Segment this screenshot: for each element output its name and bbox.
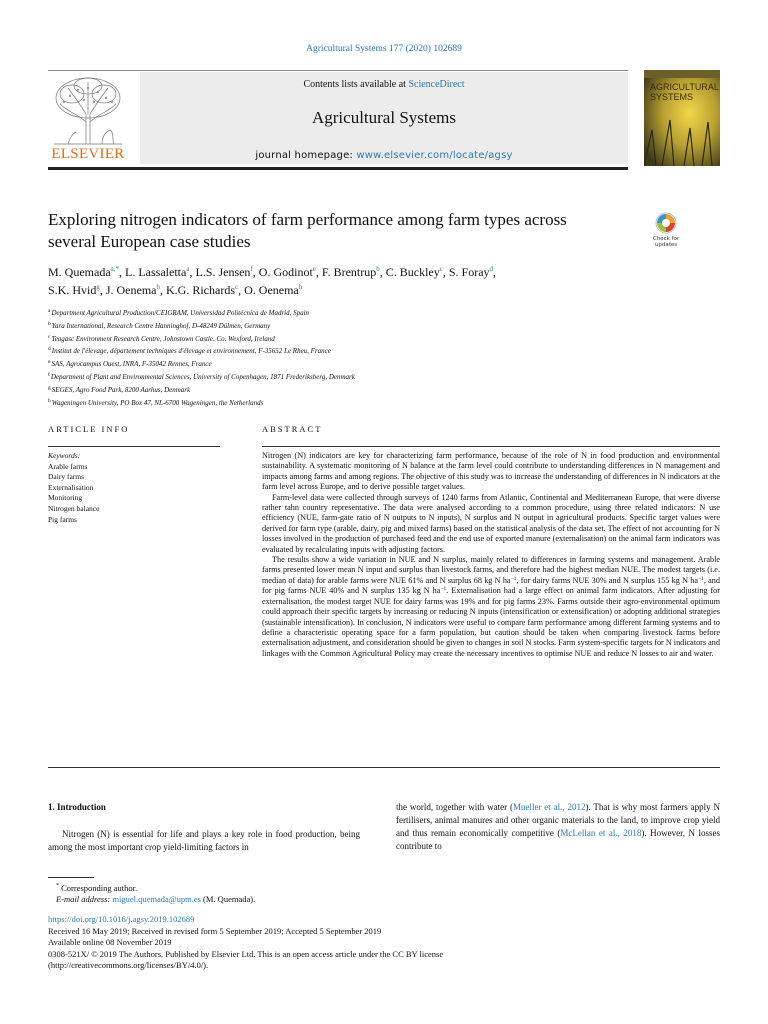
affiliation-item xyxy=(48,332,688,345)
corresponding-author-text: Corresponding author. xyxy=(61,882,138,893)
footnote-rule xyxy=(48,877,94,878)
affiliation-key: c xyxy=(48,333,51,340)
sciencedirect-link[interactable]: ScienceDirect xyxy=(408,79,465,90)
article-title xyxy=(48,209,638,253)
affiliation-list xyxy=(48,306,688,408)
received-dates: Received 16 May 2019; Received in revised form 5 September 2019; Accepted 5 September 2019 xyxy=(48,925,382,936)
author-affiliation-mark[interactable]: c xyxy=(439,265,443,273)
abstract-paragraph-3 xyxy=(262,555,720,659)
article-info-heading: ARTICLE INFO xyxy=(48,424,130,434)
footnote xyxy=(56,881,456,906)
check-for-updates-label: Check for updates xyxy=(652,236,680,248)
unit-exponent: −1 xyxy=(698,575,704,582)
abstract-body xyxy=(262,451,720,659)
license-line-2: (http://creativecommons.org/licenses/BY/4.0/). xyxy=(48,960,209,970)
email-line xyxy=(56,894,456,906)
keywords-block xyxy=(48,451,220,525)
journal-cover-thumbnail xyxy=(644,70,720,166)
abstract-rule-bottom xyxy=(48,767,720,768)
abstract-paragraph-1: Nitrogen (N) indicators are key for characterizing farm performance, because of the role of N in food production and environmental sustainability. A systematic monitoring of N balance at the farm level could contribute to understanding differences in N management and impacts among farms and among regions. The objective of this study was to increase the understanding of differences in N indicators at the farm level across Europe, and to derive possible target values. xyxy=(262,451,720,492)
keyword-item: Arable farms xyxy=(48,461,88,471)
homepage-link[interactable]: www.elsevier.com/locate/agsy xyxy=(356,150,513,161)
keyword-item: Pig farms xyxy=(48,514,77,524)
author-name: L.S. Jensen xyxy=(195,265,251,279)
author-affiliation-mark[interactable]: b xyxy=(376,265,380,273)
article-info-rule xyxy=(48,446,220,447)
intro-left-column: Nitrogen (N) is essential for life and plays a key role in food production, being among the most important crop yield-limiting factors in xyxy=(48,829,360,852)
keyword-item: Externalisation xyxy=(48,482,94,492)
article-title-line-2: several European case studies xyxy=(48,232,251,251)
email-label: E-mail address: xyxy=(56,894,111,905)
citation-link[interactable]: Mueller et al., 2012 xyxy=(512,802,586,812)
affiliation-item xyxy=(48,306,688,319)
doi-link[interactable]: https://doi.org/10.1016/j.agsy.2019.102689 xyxy=(48,914,195,924)
author-affiliation-mark[interactable]: c xyxy=(235,283,239,291)
intro-text: ). That is why most farmers apply N fertilisers, animal manures and other organic materials to the land, to improve crop yield and thus remain economically competitive ( xyxy=(396,802,721,838)
email-link[interactable]: miguel.quemada@upm.es xyxy=(112,894,201,905)
abstract-paragraph-2: Farm-level data were collected through surveys of 1240 farms from Atlantic, Continental and Mediterranean Europe, that were diverse rather tahn country representative. The data were analysed according to a common procedure, using three related indicators: N use efficiency (NUE, farm-gate ratio of N outputs to N inputs), N surplus and N output in agricultural products. Specific target values were derived for farm type (arable, dairy, pig and mixed farms) based on the statistical analysis of the data set. The effect of not accounting for N losses involved in the production of purchased feed and the end use of exported manure (externalisation) on the animal farm indicators was evaluated by recalculating inputs with adjusting factors. xyxy=(262,492,720,554)
email-suffix: (M. Quemada). xyxy=(200,894,256,905)
homepage-prefix: journal homepage: xyxy=(255,150,357,161)
abstract-text: The results show a wide variation in NUE and N surplus, mainly related to differences in farming systems and management. Arable farms presented lower mean N input and surplus than livestock farms, and therefore had the highest median NUE. The modest targets (i.e. median of data) for arable farms were NUE 61% and N surplus 68 kg N ha xyxy=(262,555,720,585)
intro-text: ). However, N losses contribute to xyxy=(396,828,720,851)
affiliation-text: Teagasc Environment Research Centre, Johnstown Castle, Co. Wexford, Ireland xyxy=(51,334,275,343)
abstract-text: , for dairy farms NUE 30% and N surplus 155 kg N ha xyxy=(516,575,698,585)
author-affiliation-mark[interactable]: a,* xyxy=(110,265,120,273)
author-name: F. Brentrup xyxy=(321,265,377,279)
journal-homepage xyxy=(140,150,628,161)
intro-text: the world, together with water ( xyxy=(396,802,513,812)
affiliation-text: SAS, Agrocampus Ouest, INRA, F-35042 Rennes, France xyxy=(51,360,212,369)
elsevier-wordmark: ELSEVIER xyxy=(51,146,125,162)
affiliation-item xyxy=(48,370,688,383)
journal-reference[interactable]: Agricultural Systems 177 (2020) 102689 xyxy=(306,44,462,54)
affiliation-key: e xyxy=(48,359,51,366)
affiliation-text: Wageningen University, PO Box 47, NL-6700 Wageningen, the Netherlands xyxy=(51,398,264,407)
affiliation-key: d xyxy=(48,346,51,353)
header-rule-top xyxy=(48,70,628,71)
contents-line xyxy=(140,79,628,90)
journal-title: Agricultural Systems xyxy=(311,108,456,127)
header-rule-bottom xyxy=(48,167,628,170)
affiliation-text: SEGES, Agro Food Park, 8200 Aarhus, Denmark xyxy=(51,385,191,394)
affiliation-key: b xyxy=(48,320,51,327)
crossmark-icon xyxy=(646,212,686,236)
affiliation-text: Yara International, Research Centre Hanninghof, D-48249 Dülmen, Germany xyxy=(51,321,271,330)
author-affiliation-mark[interactable]: f xyxy=(250,265,253,273)
affiliation-key: g xyxy=(48,384,51,391)
unit-exponent: −1 xyxy=(440,586,447,593)
affiliation-item xyxy=(48,319,688,332)
unit-exponent: −1 xyxy=(510,575,517,582)
author-name: O. Oenema xyxy=(244,283,299,297)
keyword-item: Monitoring xyxy=(48,493,83,503)
author-name: S. Foray xyxy=(448,265,490,279)
article-title-line-1: Exploring nitrogen indicators of farm performance among farm types across xyxy=(48,210,567,229)
affiliation-item xyxy=(48,344,688,357)
contents-prefix: Contents lists available at xyxy=(303,79,409,90)
keyword-item: Nitrogen balance xyxy=(48,503,100,513)
affiliation-item xyxy=(48,383,688,396)
author-affiliation-mark[interactable]: h xyxy=(298,283,303,291)
intro-right-column xyxy=(396,801,720,853)
introduction-heading: 1. Introduction xyxy=(48,802,106,812)
author-name: J. Oenema xyxy=(105,283,157,297)
author-affiliation-mark[interactable]: d xyxy=(489,265,494,273)
available-online: Available online 08 November 2019 xyxy=(48,937,172,947)
abstract-text: . Externalisation had a large effect on animal farm indicators. After adjusting for externalisation, the modest target NUE for dairy farms was 19% and for pig farms 23%. Farms outside their agro-environmental optimum could approach their specific targets by increasing or reducing N inputs (intensification or extensification) or adopting additional strategies (sustainable intensification). In conclusion, N indicators were useful to compare farm performance among different farming systems and to define a characteristic operating space for a farm population, but caution should be taken when comparing livestock farms before externalisation adjustment, and consideration should be given to changes in soil N stocks. Farm system-specific targets for N indicators and linkages with the Common Agricultural Policy may create the necessary incentives to optimise NUE and reduce N losses to air and water. xyxy=(262,586,720,658)
article-metadata xyxy=(48,914,668,972)
abstract-rule xyxy=(262,446,720,447)
license-line-1: 0308-521X/ © 2019 The Authors. Published by Elsevier Ltd. This is an open access article under the CC BY license xyxy=(48,948,444,959)
abstract-heading: ABSTRACT xyxy=(262,424,323,434)
author-affiliation-mark[interactable]: e xyxy=(312,265,316,273)
affiliation-item xyxy=(48,357,688,370)
author-name: K.G. Richards xyxy=(166,283,235,297)
affiliation-text: Institut de l'élevage, département techniques d'élevage et environnement, F-35652 Le Rheu, France xyxy=(51,347,331,356)
author-affiliation-mark[interactable]: h xyxy=(156,283,160,291)
author-list: M. Quemada$^{a,*}$, L. Lassaletta$^a$, L.S. Jensen$^f$, O. Godinot$^e$, F. Brentrup$^b$, C. Buckley$^c$, S. Foray$^d$, S.K. Hvid$^g$, J. Oenema$^h$, K.G. Richards$^c$, O. Oenema$^h$ xyxy=(48,265,497,297)
affiliation-key: a xyxy=(48,308,51,314)
keywords-label: Keywords: xyxy=(48,451,81,460)
affiliation-key: f xyxy=(48,371,50,378)
affiliation-text: Department Agricultural Production/CEIGRAM, Universidad Politécnica de Madrid, Spain xyxy=(51,309,310,317)
author-name: O. Godinot xyxy=(258,265,313,279)
citation-link[interactable]: McLellan et al., 2018 xyxy=(560,828,642,838)
affiliation-text: Department of Plant and Environmental Sciences, University of Copenhagen, 1871 Frederiksberg, Denmark xyxy=(50,372,355,381)
author-name: S.K. Hvid xyxy=(48,283,97,297)
affiliation-key: h xyxy=(48,397,51,404)
affiliation-item xyxy=(48,396,688,409)
abstract-text: , and for pig farms NUE 40% and N surplus 135 kg N ha xyxy=(262,575,720,596)
author-affiliation-mark[interactable]: a xyxy=(186,265,190,273)
cover-title: AGRICULTURAL SYSTEMS xyxy=(650,82,719,102)
author-name: M. Quemada xyxy=(48,265,111,279)
author-affiliation-mark[interactable]: g xyxy=(96,283,100,291)
keyword-item: Dairy farms xyxy=(48,472,85,482)
author-name: C. Buckley xyxy=(385,265,440,279)
corresponding-author-note: * Corresponding author. xyxy=(56,882,138,893)
author-name: L. Lassaletta xyxy=(125,265,187,279)
